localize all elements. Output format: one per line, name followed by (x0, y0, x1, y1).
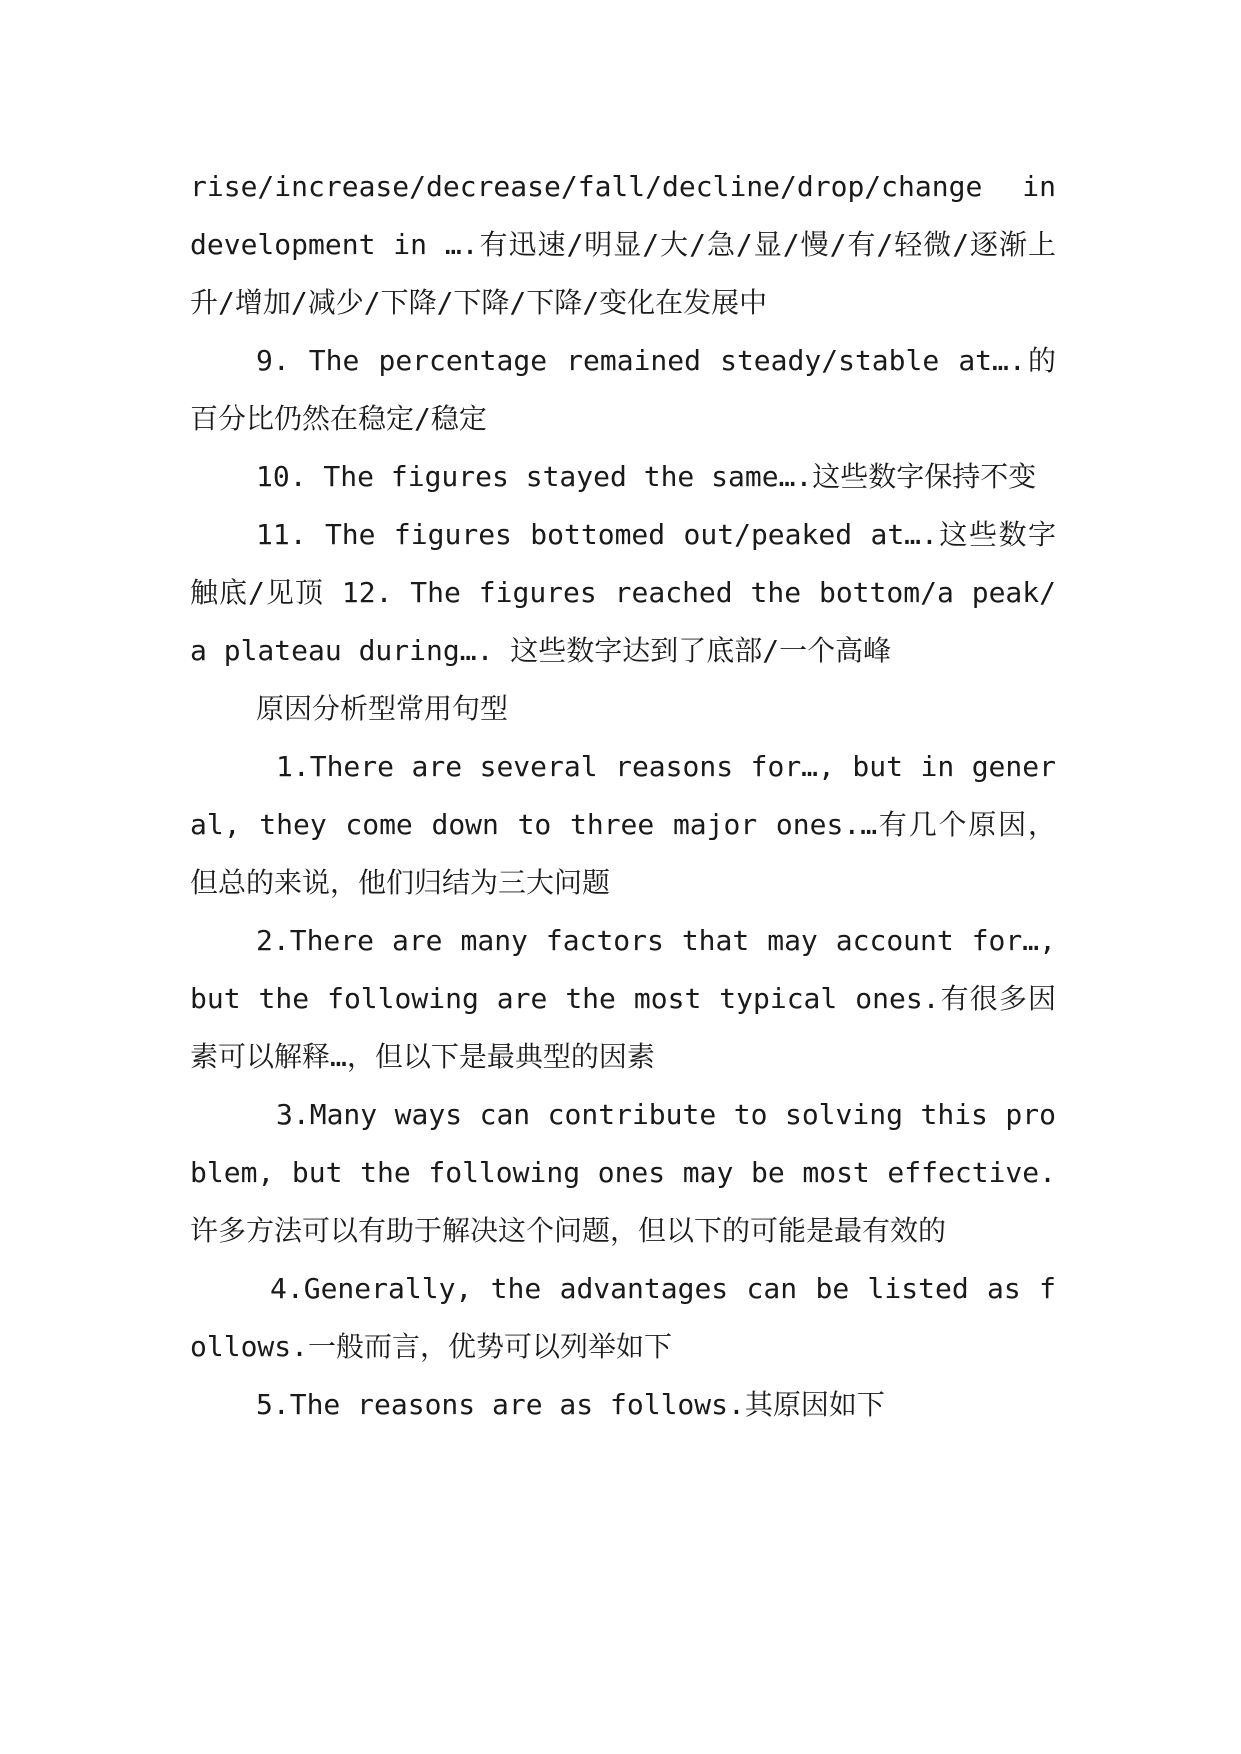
paragraph-reason-4: 4.Generally, the advantages can be listed as follows.一般而言，优势可以列举如下 (190, 1272, 1056, 1363)
paragraph-reason-2: 2.There are many factors that may account for…, but the following are the most typical ones.有很多因素可以解释…，但以下是最典型的因素 (190, 924, 1056, 1073)
paragraph-reason-5: 5.The reasons are as follows.其原因如下 (256, 1388, 885, 1421)
paragraph-item-10: 10. The figures stayed the same….这些数字保持不变 (256, 460, 1037, 493)
paragraph-reason-3: 3.Many ways can contribute to solving this problem, but the following ones may be most effective.许多方法可以有助于解决这个问题，但以下的可能是最有效的 (190, 1098, 1056, 1247)
paragraph-trend-vocabulary: rise/increase/decrease/fall/decline/drop/change in development in ….有迅速/明显/大/急/显/慢/有/轻微/逐渐上升/增加/减少/下降/下降/下降/变化在发展中 (190, 170, 1056, 319)
paragraph-item-9: 9. The percentage remained steady/stable at….的百分比仍然在稳定/稳定 (190, 344, 1056, 435)
paragraph-reason-1: 1.There are several reasons for…, but in general, they come down to three major ones.…有几个原因，但总的来说，他们归结为三大问题 (190, 750, 1056, 899)
paragraph-item-11-12: 11. The figures bottomed out/peaked at….这些数字触底/见顶 12. The figures reached the bottom/a peak/a plateau during…. 这些数字达到了底部/一个高峰 (190, 518, 1056, 667)
section-heading: 原因分析型常用句型 (256, 692, 509, 725)
document-body (190, 158, 1056, 1434)
